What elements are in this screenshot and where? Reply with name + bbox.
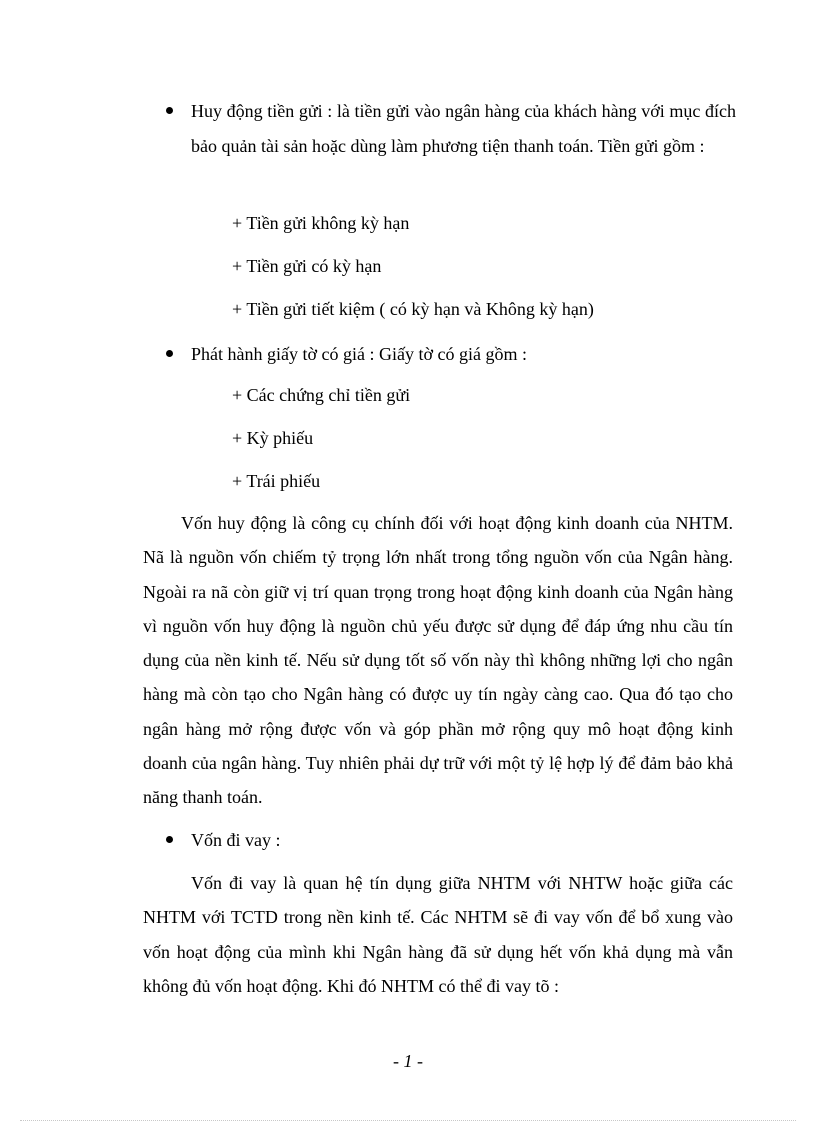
bullet-borrowed-capital (166, 823, 736, 858)
deposit-type-demand: + Tiền gửi không kỳ hạn (232, 213, 410, 233)
paper-type-bonds: + Trái phiếu (232, 471, 321, 491)
bullet-dot-icon (166, 350, 173, 357)
bullet-dot-icon (166, 107, 173, 114)
bullet-borrowed-capital-text: Vốn đi vay : (191, 830, 281, 850)
bullet-valuable-papers (166, 337, 736, 372)
paper-type-promissory-notes: + Kỳ phiếu (232, 428, 314, 448)
paragraph-mobilized-capital (143, 506, 733, 815)
deposit-type-term: + Tiền gửi có kỳ hạn (232, 256, 382, 276)
paper-type-certificates: + Các chứng chỉ tiền gửi (232, 385, 411, 405)
paragraph-mobilized-capital-text: Vốn huy động là công cụ chính đối với hoạt động kinh doanh của NHTM. Nã là nguồn vốn chiếm tỷ trọng lớn nhất trong tổng nguồn vốn của Ngân hàng. Ngoài ra nã còn giữ vị trí quan trọng trong hoạt động kinh doanh của Ngân hàng vì nguồn vốn huy động là nguồn chủ yếu được sử dụng để đáp ứng nhu cầu tín dụng của nền kinh tế. Nếu sử dụng tốt số vốn này thì không những lợi cho ngân hàng mà còn tạo cho Ngân hàng có được uy tín ngày càng cao. Qua đó tạo cho ngân hàng mở rộng được vốn và góp phần mở rộng quy mô hoạt động kinh doanh của ngân hàng. Tuy nhiên phải dự trữ với một tỷ lệ hợp lý để đảm bảo khả năng thanh toán. (143, 513, 733, 808)
deposit-type-savings: + Tiền gửi tiết kiệm ( có kỳ hạn và Không kỳ hạn) (232, 299, 594, 319)
bullet-deposits-text: Huy động tiền gửi : là tiền gửi vào ngân hàng của khách hàng với mục đích bảo quản tài sản hoặc dùng làm phương tiện thanh toán. Tiền gửi gồm : (191, 101, 736, 156)
footer-divider (20, 1120, 796, 1121)
bullet-deposits (166, 94, 736, 164)
paragraph-borrowed-capital (143, 866, 733, 1003)
paragraph-borrowed-capital-text: Vốn đi vay là quan hệ tín dụng giữa NHTM với NHTW hoặc giữa các NHTM với TCTD trong nền kinh tế. Các NHTM sẽ đi vay vốn để bổ xung vào vốn hoạt động của mình khi Ngân hàng đã sử dụng hết vốn khả dụng mà vẫn không đủ vốn hoạt động. Khi đó NHTM có thể đi vay tõ : (143, 873, 733, 996)
bullet-dot-icon (166, 836, 173, 843)
bullet-valuable-papers-text: Phát hành giấy tờ có giá : Giấy tờ có giá gồm : (191, 344, 527, 364)
page-number: - 1 - (393, 1051, 423, 1071)
